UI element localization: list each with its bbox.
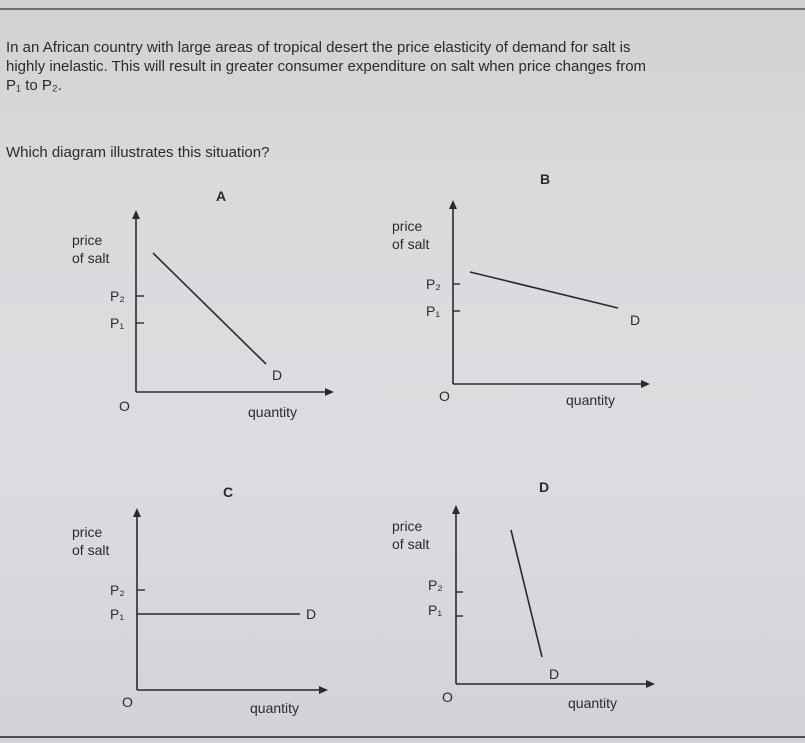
diagram-c-p1: P₁ [110, 606, 125, 622]
diagram-b-p1: P₁ [426, 303, 441, 319]
diagram-b [380, 165, 680, 415]
diagram-a-ylabel-1: price [72, 232, 103, 248]
diagram-d-origin: O [442, 689, 453, 705]
diagram-d-letter: D [539, 479, 550, 495]
diagram-d-p1: P₁ [428, 602, 443, 618]
diagram-a [60, 180, 360, 430]
demand-curve-d [511, 530, 542, 657]
top-rule [0, 8, 805, 10]
question-line-2: highly inelastic. This will result in greater consumer expenditure on salt when price changes from [6, 58, 647, 75]
diagram-a-letter: A [216, 188, 227, 204]
diagram-b-xlabel: quantity [566, 392, 616, 408]
question-line-3: P₁ to P₂. [6, 77, 62, 94]
diagram-d-curve-label: D [549, 666, 560, 682]
question-line-1: In an African country with large areas of tropical desert the price elasticity of demand for salt is [6, 39, 631, 56]
diagram-d-ylabel-2: of salt [392, 536, 430, 552]
demand-curve-b [470, 272, 618, 308]
diagram-b-p2: P₂ [426, 276, 441, 292]
diagram-c [60, 478, 360, 728]
diagram-b-origin: O [439, 388, 450, 404]
diagram-d-xlabel: quantity [568, 695, 618, 711]
diagram-c-origin: O [122, 694, 133, 710]
question-text [6, 38, 796, 95]
diagram-b-ylabel-2: of salt [392, 236, 430, 252]
diagram-c-axes [60, 478, 360, 728]
diagram-a-xlabel: quantity [248, 404, 298, 420]
demand-curve-a [153, 253, 266, 364]
diagram-d-ylabel-1: price [392, 518, 423, 534]
diagram-b-letter: B [540, 171, 551, 187]
diagram-a-axes [60, 180, 360, 430]
diagram-b-curve-label: D [630, 312, 641, 328]
diagram-d-p2: P₂ [428, 577, 443, 593]
diagram-c-ylabel-1: price [72, 524, 103, 540]
diagram-d [380, 475, 680, 725]
diagram-c-p2: P₂ [110, 582, 125, 598]
diagram-a-p1: P₁ [110, 315, 125, 331]
diagram-a-curve-label: D [272, 367, 283, 383]
diagram-b-axes [380, 165, 680, 415]
diagram-c-curve-label: D [306, 606, 317, 622]
diagram-b-ylabel-1: price [392, 218, 423, 234]
diagram-a-ylabel-2: of salt [72, 250, 110, 266]
bottom-rule [0, 736, 805, 738]
diagram-c-letter: C [223, 484, 234, 500]
diagram-a-origin: O [119, 398, 130, 414]
question-prompt: Which diagram illustrates this situation? [6, 144, 270, 161]
diagram-c-ylabel-2: of salt [72, 542, 110, 558]
diagram-c-xlabel: quantity [250, 700, 300, 716]
diagram-d-axes [380, 475, 680, 725]
diagram-a-p2: P₂ [110, 288, 125, 304]
